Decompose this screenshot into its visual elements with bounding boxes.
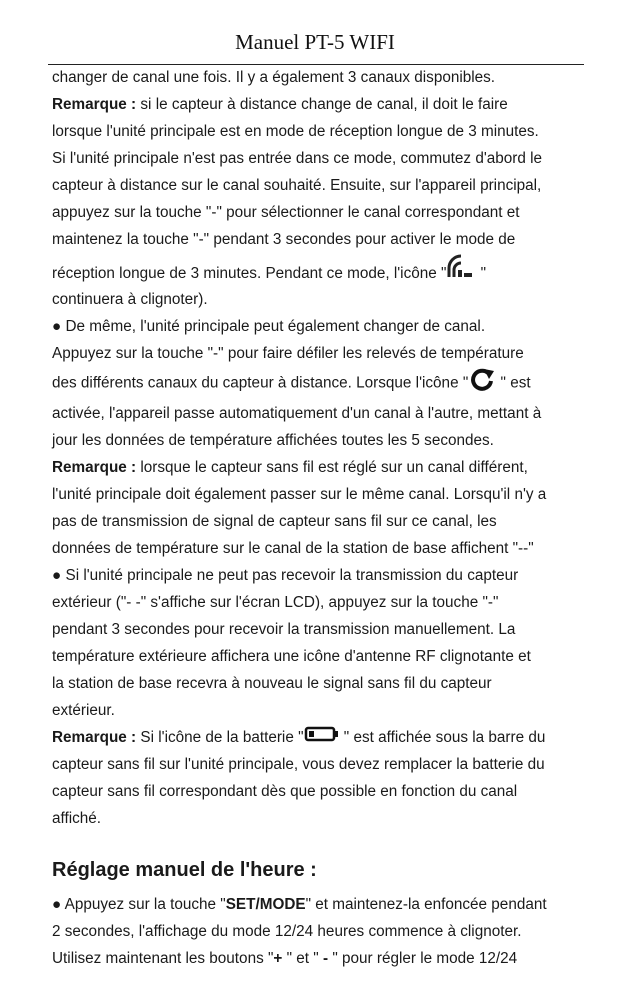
text-line: changer de canal une fois. Il y a également 3 canaux disponibles.	[52, 69, 496, 86]
text-line: capteur sans fil sur l'unité principale, vous devez remplacer la batterie du	[52, 756, 545, 774]
text-line: 2 secondes, l'affichage du mode 12/24 heures commence à clignoter.	[52, 923, 522, 941]
text-line: appuyez sur la touche "-" pour sélectionner le canal correspondant et	[52, 204, 520, 221]
note-text: si le capteur à distance change de canal, il doit le faire	[136, 96, 508, 113]
low-battery-icon	[304, 724, 340, 751]
text-line	[52, 91, 584, 118]
text-line	[52, 367, 584, 400]
text-line: données de température sur le canal de la station de base affichent "--"	[52, 540, 534, 557]
text-fragment: " est	[496, 374, 531, 392]
text-line	[52, 891, 584, 918]
text-fragment: des différents canaux du capteur à distance. Lorsque l'icône "	[52, 374, 469, 392]
text-line	[52, 724, 584, 751]
text-fragment: réception longue de 3 minutes. Pendant ce mode, l'icône "	[52, 265, 447, 283]
text-line: pendant 3 secondes pour recevoir la transmission manuellement. La	[52, 621, 516, 638]
text-fragment: Utilisez maintenant les boutons "	[52, 950, 274, 968]
text-line	[52, 253, 584, 286]
text-line: continuera à clignoter).	[52, 291, 208, 308]
text-line: maintenez la touche "-" pendant 3 secondes pour activer le mode de	[52, 231, 516, 248]
text-fragment: "	[476, 265, 487, 283]
note-text: Si l'icône de la batterie "	[136, 729, 304, 746]
rf-signal-icon	[446, 253, 476, 295]
cycle-arrow-icon	[468, 367, 496, 400]
text-fragment: " et maintenez-la enfoncée pendant	[305, 896, 547, 914]
text-line: Si l'unité principale n'est pas entrée dans ce mode, commutez d'abord le	[52, 150, 543, 167]
text-fragment: ● Appuyez sur la touche "	[52, 896, 226, 914]
page-header: Manuel PT-5 WIFI	[235, 30, 395, 54]
text-fragment: " pour régler le mode 12/24	[328, 950, 518, 968]
section-heading: Réglage manuel de l'heure :	[52, 859, 317, 882]
note-text: lorsque le capteur sans fil est réglé sur un canal différent,	[136, 459, 528, 476]
text-line: ● Si l'unité principale ne peut pas recevoir la transmission du capteur	[52, 567, 519, 584]
manual-body	[52, 64, 584, 972]
text-line: ● De même, l'unité principale peut également changer de canal.	[52, 318, 486, 335]
text-line: Appuyez sur la touche "-" pour faire défiler les relevés de température	[52, 345, 524, 362]
text-line: température extérieure affichera une icône d'antenne RF clignotante et	[52, 648, 531, 665]
text-line: extérieur.	[52, 702, 115, 719]
text-line	[52, 945, 584, 972]
note-text: " est affichée sous la barre du	[339, 729, 546, 746]
text-line: capteur sans fil correspondant dès que possible en fonction du canal	[52, 783, 518, 801]
text-line: affiché.	[52, 810, 102, 828]
text-line: lorsque l'unité principale est en mode de réception longue de 3 minutes.	[52, 123, 539, 140]
text-line	[52, 454, 584, 481]
text-line: capteur à distance sur le canal souhaité. Ensuite, sur l'appareil principal,	[52, 177, 542, 194]
note-label: Remarque :	[52, 729, 137, 746]
text-line: extérieur ("- -" s'affiche sur l'écran LCD), appuyez sur la touche "-"	[52, 594, 499, 611]
key-name: +	[273, 950, 283, 968]
key-name: -	[322, 950, 329, 968]
text-line: la station de base recevra à nouveau le signal sans fil du capteur	[52, 675, 492, 692]
text-fragment: " et "	[282, 950, 323, 968]
note-label: Remarque :	[52, 459, 137, 476]
note-label: Remarque :	[52, 96, 137, 113]
key-name: SET/MODE	[225, 896, 306, 914]
text-line: l'unité principale doit également passer sur le même canal. Lorsqu'il n'y a	[52, 486, 547, 503]
text-line: jour les données de température affichées toutes les 5 secondes.	[52, 432, 494, 449]
text-line: pas de transmission de signal de capteur sans fil sur ce canal, les	[52, 513, 497, 530]
text-line: activée, l'appareil passe automatiquement d'un canal à l'autre, mettant à	[52, 405, 542, 422]
